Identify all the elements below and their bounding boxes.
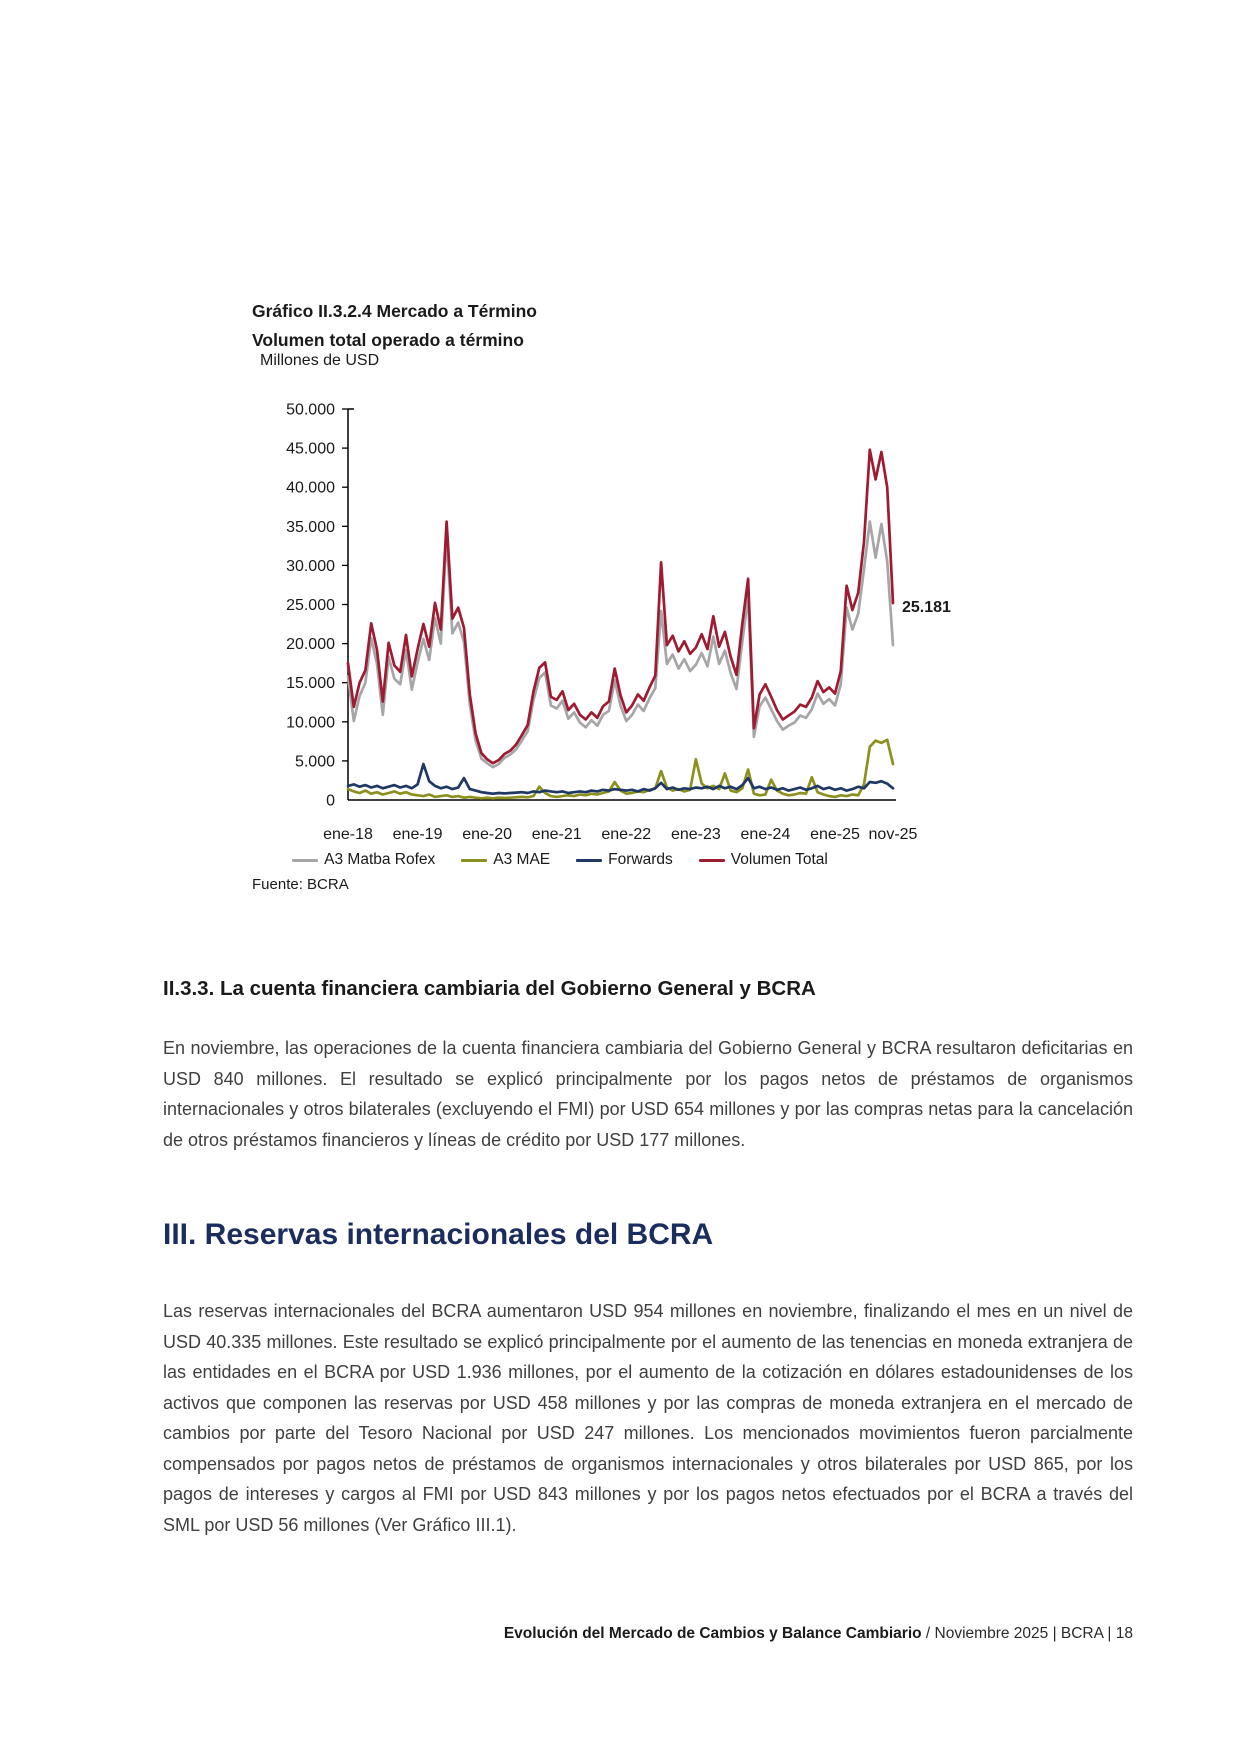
legend-item-volumen-total — [699, 851, 828, 869]
y-tick-label: 25.000 — [286, 597, 335, 614]
y-tick-label: 5.000 — [294, 753, 335, 771]
page-footer — [163, 1625, 1133, 1643]
footer-issue-info: / Noviembre 2025 | BCRA | 18 — [921, 1625, 1133, 1642]
x-tick-label: ene-25 — [810, 826, 860, 843]
legend-item-a3-mae — [461, 851, 550, 869]
chart-unit-label: Millones de USD — [260, 352, 380, 369]
legend-label: Volumen Total — [730, 851, 828, 868]
chart-source: Fuente: BCRA — [252, 876, 349, 893]
legend-swatch — [699, 859, 725, 862]
y-tick-label: 45.000 — [286, 440, 335, 458]
legend-swatch — [292, 859, 318, 862]
section-233-heading: II.3.3. La cuenta financiera cambiaria del Gobierno General y BCRA — [163, 977, 816, 1000]
legend-item-a3-matba-rofex — [292, 851, 435, 869]
y-tick-label: 15.000 — [286, 675, 335, 693]
y-tick-label: 35.000 — [286, 518, 335, 536]
legend-label: A3 MAE — [493, 851, 551, 868]
chart-title — [252, 297, 537, 355]
chart-legend — [160, 851, 960, 869]
y-tick-label: 30.000 — [286, 557, 335, 575]
x-tick-label: ene-24 — [740, 826, 791, 843]
footer-report-name: Evolución del Mercado de Cambios y Balance Cambiario — [503, 1625, 922, 1642]
x-tick-label: ene-21 — [531, 826, 582, 843]
x-tick-label: ene-19 — [392, 826, 443, 843]
x-tick-label: ene-22 — [601, 826, 652, 843]
chart-title-line1: Gráfico II.3.2.4 Mercado a Término — [252, 301, 537, 321]
legend-label: Forwards — [608, 851, 673, 868]
last-value-annotation: 25.181 — [902, 599, 951, 617]
y-tick-label: 40.000 — [286, 479, 335, 497]
x-tick-label: ene-23 — [670, 826, 721, 843]
x-tick-label: ene-20 — [462, 826, 513, 843]
legend-label: A3 Matba Rofex — [324, 851, 436, 868]
y-tick-label: 20.000 — [286, 636, 335, 654]
legend-swatch — [461, 859, 487, 862]
chart-title-line2: Volumen total operado a término — [252, 330, 524, 350]
section-3-paragraph: Las reservas internacionales del BCRA aumentaron USD 954 millones en noviembre, finalizando el mes en un nivel de USD 40.335 millones. Este resultado se explicó principalmente por el aumento de las tenencias en moneda extranjera de las entidades en el BCRA por USD 1.936 millones, por el aumento de la cotización en dólares estadounidenses de los activos que componen las reservas por USD 458 millones y por las compras de moneda extranjera en el mercado de cambios por parte del Tesoro Nacional por USD 247 millones. Los mencionados movimientos fueron parcialmente compensados por pagos netos de préstamos de organismos internacionales y otros bilaterales por USD 865, por los pagos de intereses y cargos al FMI por USD 843 millones y por los pagos netos efectuados por el BCRA a través del SML por USD 56 millones (Ver Gráfico III.1). — [163, 1301, 1133, 1535]
legend-item-forwards — [576, 851, 673, 869]
legend-swatch — [576, 859, 602, 862]
section-233-paragraph: En noviembre, las operaciones de la cuenta financiera cambiaria del Gobierno General y BCRA resultaron deficitarias en USD 840 millones. El resultado se explicó principalmente por los pagos netos de préstamos de organismos internacionales y otros bilaterales (excluyendo el FMI) por USD 654 millones y por las compras netas para la cancelación de otros préstamos financieros y líneas de crédito por USD 177 millones. — [163, 1038, 1133, 1150]
term-market-volume-chart — [160, 352, 960, 872]
section-3-heading: III. Reservas internacionales del BCRA — [163, 1218, 714, 1251]
series-volumen-total — [348, 450, 893, 764]
x-tick-label: nov-25 — [868, 826, 918, 843]
x-tick-label: ene-18 — [323, 826, 373, 843]
y-tick-label: 0 — [326, 792, 335, 810]
y-tick-label: 10.000 — [286, 714, 335, 732]
y-tick-label: 50.000 — [286, 401, 335, 419]
